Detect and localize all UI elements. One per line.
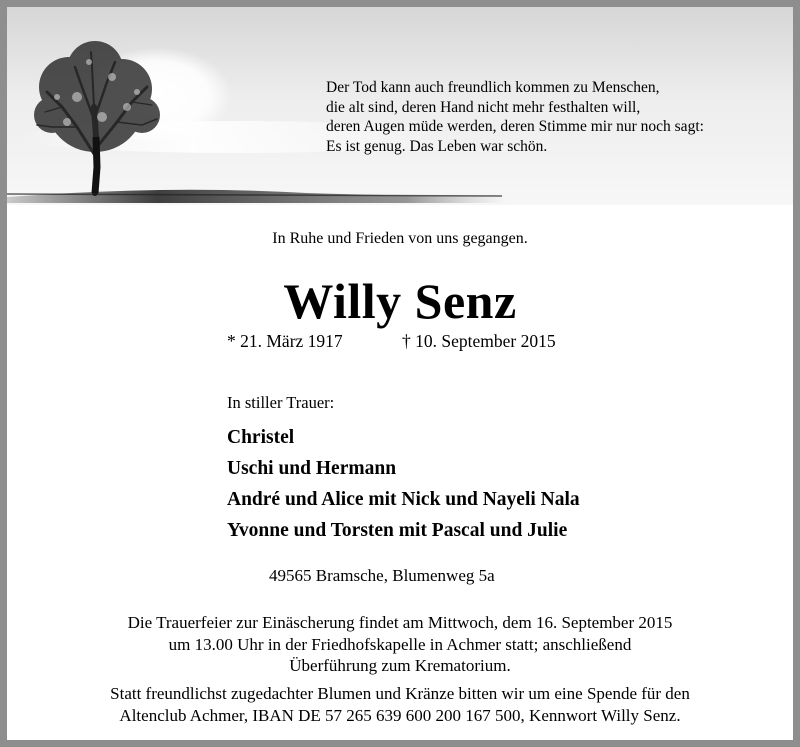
donation-line: Altenclub Achmer, IBAN DE 57 265 639 600 200 167 500, Kennwort Willy Senz.: [119, 705, 681, 725]
deceased-name: Willy Senz: [283, 273, 517, 329]
quote-line: die alt sind, deren Hand nicht mehr festhalten will,: [326, 98, 641, 116]
mourner-name: Yvonne und Torsten mit Pascal und Julie: [227, 520, 568, 541]
quote-line: Der Tod kann auch freundlich kommen zu Menschen,: [326, 79, 660, 96]
donation-line: Statt freundlichst zugedachter Blumen und Kränze bitten wir um eine Spende für den: [110, 684, 690, 703]
quote: [326, 78, 786, 156]
mourner-name: Uschi und Hermann: [227, 458, 397, 479]
ceremony-notice: [0, 612, 800, 677]
ceremony-line: um 13.00 Uhr in der Friedhofskapelle in Achmer statt; anschließend: [168, 634, 632, 654]
intro-text: In Ruhe und Frieden von uns gegangen.: [272, 230, 528, 247]
death-date: † 10. September 2015: [402, 331, 556, 351]
birth-date: * 21. März 1917: [227, 331, 343, 351]
mourner-list: [227, 422, 580, 546]
quote-line: Es ist genug. Das Leben war schön.: [326, 137, 548, 155]
mourning-label: In stiller Trauer:: [227, 393, 335, 412]
mourner-name: André und Alice mit Nick und Nayeli Nala: [227, 489, 580, 510]
donation-notice: [0, 683, 800, 726]
address: 49565 Bramsche, Blumenweg 5a: [269, 566, 495, 585]
quote-line: deren Augen müde werden, deren Stimme mir nur noch sagt:: [326, 118, 704, 135]
mourner-name: Christel: [227, 427, 295, 448]
ceremony-line: Überführung zum Krematorium.: [289, 656, 511, 675]
ceremony-line: Die Trauerfeier zur Einäscherung findet am Mittwoch, dem 16. September 2015: [127, 613, 673, 632]
